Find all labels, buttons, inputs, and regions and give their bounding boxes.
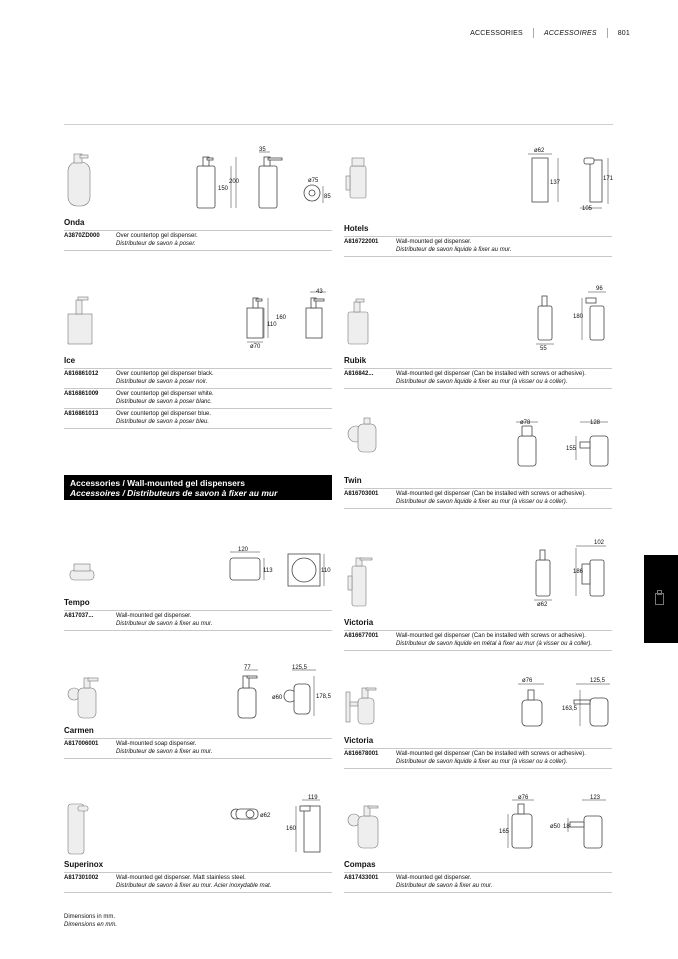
superinox-technical-drawing [231, 800, 320, 852]
dim-label: 137 [550, 180, 561, 186]
hotels-drawings [344, 148, 612, 224]
hotels-technical-drawing [528, 154, 608, 208]
product-code: A816861009 [64, 391, 99, 397]
desc-en: Over countertop gel dispenser black. [116, 371, 214, 377]
dim-label: 119 [308, 795, 318, 801]
dim-label: 186 [573, 569, 584, 575]
product-name: Rubik [344, 356, 367, 365]
product-row [64, 230, 332, 251]
desc-en: Wall-mounted gel dispenser. [116, 613, 192, 619]
product-name: Onda [64, 218, 85, 227]
dim-label: 120 [238, 547, 249, 553]
dim-label: 55 [540, 346, 547, 352]
desc-en: Wall-mounted gel dispenser (Can be installed with screws or adhesive). [396, 633, 586, 639]
victoria2-technical-drawing [518, 684, 610, 726]
dim-label: ø75 [308, 178, 319, 184]
dim-label: ø62 [537, 602, 548, 608]
dim-label: 125,5 [292, 665, 308, 671]
compas-drawings [344, 794, 612, 860]
dim-label: 77 [244, 665, 251, 671]
product-row [344, 872, 612, 893]
footer-en: Dimensions in mm. [64, 914, 116, 920]
twin-photo [348, 418, 376, 452]
header-divider [533, 28, 534, 38]
product-row [64, 368, 332, 388]
footer-fr: Dimensions en mm. [64, 921, 118, 928]
product-row [344, 630, 612, 651]
desc-en: Over countertop gel dispenser. [116, 233, 198, 239]
desc-fr: Distributeur de savon à poser bleu. [116, 418, 210, 425]
desc-en: Wall-mounted gel dispenser (Can be installed with screws or adhesive). [396, 371, 586, 377]
desc-en: Wall-mounted gel dispenser. [396, 875, 472, 881]
product-code: A816861013 [64, 411, 99, 417]
product-name: Victoria [344, 736, 374, 745]
desc-en: Wall-mounted soap dispenser. [116, 741, 197, 747]
dim-label: 171 [603, 176, 614, 182]
desc-fr: Distributeur de savon à fixer au mur. [396, 882, 493, 889]
dim-label: 102 [594, 540, 605, 546]
dim-label: 85 [324, 194, 331, 200]
compas-photo [348, 806, 378, 848]
product-name: Victoria [344, 618, 374, 627]
onda-drawings [64, 148, 332, 218]
product-code: A817433001 [344, 875, 379, 881]
ice-technical-drawing [247, 292, 326, 342]
desc-en: Wall-mounted gel dispenser (Can be installed with screws or adhesive). [396, 751, 586, 757]
product-code: A816842... [344, 371, 374, 377]
header-rule [64, 124, 613, 125]
page-header [470, 28, 630, 38]
carmen-drawings [64, 664, 332, 726]
product-row [64, 872, 332, 893]
product-name: Ice [64, 356, 76, 365]
section-banner [64, 475, 332, 500]
dim-label: ø76 [522, 678, 533, 684]
dim-label: 125,5 [590, 678, 606, 684]
product-row [344, 748, 612, 769]
product-victoria-2 [344, 676, 612, 769]
product-superinox [64, 794, 332, 893]
product-code: A817037... [64, 613, 94, 619]
desc-fr: Distributeur de savon à fixer au mur. Acier inoxydable mat. [116, 882, 272, 889]
victoria1-technical-drawing [534, 546, 606, 600]
product-rubik [344, 286, 612, 389]
product-code: A817301002 [64, 875, 99, 881]
desc-fr: Distributeur de savon liquide en métal à fixer au mur (à visser ou à coller). [396, 640, 593, 647]
dim-label: 43 [316, 289, 323, 295]
twin-drawings [344, 414, 612, 476]
product-row [344, 488, 612, 509]
dim-label: 150 [218, 186, 229, 192]
dim-label: 165 [499, 829, 510, 835]
tempo-photo [70, 564, 94, 580]
dim-label: ø50 [550, 824, 561, 830]
tempo-drawings [64, 544, 332, 598]
header-section-en: ACCESSORIES [470, 29, 523, 37]
tempo-technical-drawing [230, 552, 324, 586]
product-victoria-1 [344, 538, 612, 651]
section-title-en: Accessories / Wall-mounted gel dispensers [70, 478, 245, 488]
rubik-technical-drawing [536, 292, 606, 344]
onda-photo [68, 154, 90, 206]
page-number: 801 [617, 29, 630, 37]
product-row [344, 368, 612, 389]
dim-label: 113 [263, 568, 273, 574]
desc-fr: Distributeur de savon à fixer au mur. [116, 748, 213, 755]
dim-label: 35 [259, 147, 266, 153]
product-code: A817006001 [64, 741, 99, 747]
superinox-photo [68, 804, 88, 854]
carmen-photo [68, 678, 98, 718]
product-code: A816703001 [344, 491, 379, 497]
dim-label: ø62 [260, 813, 271, 819]
product-name: Hotels [344, 224, 369, 233]
footer-note [64, 914, 117, 929]
hotels-photo [346, 158, 366, 198]
dim-label: 18 [563, 824, 570, 830]
dispenser-icon [655, 593, 664, 605]
dim-label: 96 [596, 286, 603, 292]
dim-label: 160 [286, 826, 297, 832]
desc-fr: Distributeur de savon liquide à fixer au mur (à visser ou à coller). [396, 378, 568, 385]
dim-label: 110 [321, 568, 331, 574]
product-onda [64, 148, 332, 251]
victoria1-drawings [344, 538, 612, 618]
dim-label: ø60 [272, 695, 283, 701]
product-row [64, 610, 332, 631]
desc-en: Wall-mounted gel dispenser. [396, 239, 472, 245]
product-twin [344, 414, 612, 509]
product-compas [344, 794, 612, 893]
product-tempo [64, 544, 332, 631]
product-code: A816861012 [64, 371, 99, 377]
ice-photo [68, 297, 92, 344]
product-name: Tempo [64, 598, 90, 607]
product-row [64, 408, 332, 429]
dim-label: 155 [566, 446, 577, 452]
product-row [64, 388, 332, 408]
product-row [344, 236, 612, 257]
product-ice [64, 286, 332, 429]
victoria2-photo [346, 688, 376, 724]
ice-drawings [64, 286, 332, 356]
onda-technical-drawing [197, 152, 323, 208]
product-name: Compas [344, 860, 376, 869]
carmen-technical-drawing [238, 670, 316, 718]
desc-fr: Distributeur de savon à poser. [116, 240, 196, 247]
dim-label: ø76 [518, 795, 529, 801]
desc-fr: Distributeur de savon liquide à fixer au mur (à visser ou à coller). [396, 498, 568, 505]
product-code: A3870ZD000 [64, 233, 100, 239]
section-title-fr: Accessoires / Distributeurs de savon à fixer au mur [70, 488, 278, 498]
desc-fr: Distributeur de savon à fixer au mur. [116, 620, 213, 627]
header-section-fr: ACCESSOIRES [543, 29, 597, 37]
dim-label: ø62 [534, 148, 545, 154]
product-code: A816678001 [344, 751, 379, 757]
dim-label: 160 [276, 315, 287, 321]
superinox-drawings [64, 794, 332, 860]
victoria2-drawings [344, 676, 612, 736]
desc-fr: Distributeur de savon à poser blanc. [116, 398, 213, 405]
product-name: Superinox [64, 860, 104, 869]
dim-label: 105 [582, 206, 593, 212]
twin-technical-drawing [516, 422, 608, 466]
product-name: Carmen [64, 726, 94, 735]
product-carmen [64, 664, 332, 759]
desc-fr: Distributeur de savon liquide à fixer au mur. [396, 246, 512, 253]
victoria1-photo [348, 558, 372, 606]
dim-label: 178,5 [316, 694, 332, 700]
dim-label: 180 [573, 314, 584, 320]
dim-label: 123 [590, 795, 601, 801]
header-divider [607, 28, 608, 38]
dim-label: 163,5 [562, 706, 578, 712]
product-code: A816722001 [344, 239, 379, 245]
product-name: Twin [344, 476, 362, 485]
rubik-photo [348, 299, 368, 344]
dim-label: ø78 [520, 420, 531, 426]
dim-label: 200 [229, 179, 240, 185]
desc-en: Wall-mounted gel dispenser (Can be installed with screws or adhesive). [396, 491, 586, 497]
desc-en: Wall-mounted gel dispenser. Matt stainless steel. [116, 875, 246, 881]
desc-en: Over countertop gel dispenser white. [116, 391, 214, 397]
dim-label: 110 [267, 322, 277, 328]
rubik-drawings [344, 286, 612, 356]
desc-fr: Distributeur de savon liquide à fixer au mur (à visser ou à coller). [396, 758, 568, 765]
dim-label: ø70 [250, 344, 261, 350]
product-code: A816677001 [344, 633, 379, 639]
side-tab [644, 555, 678, 643]
desc-en: Over countertop gel dispenser blue. [116, 411, 212, 417]
desc-fr: Distributeur de savon à poser noir. [116, 378, 208, 385]
product-row [64, 738, 332, 759]
dim-label: 128 [590, 420, 601, 426]
product-hotels [344, 148, 612, 257]
